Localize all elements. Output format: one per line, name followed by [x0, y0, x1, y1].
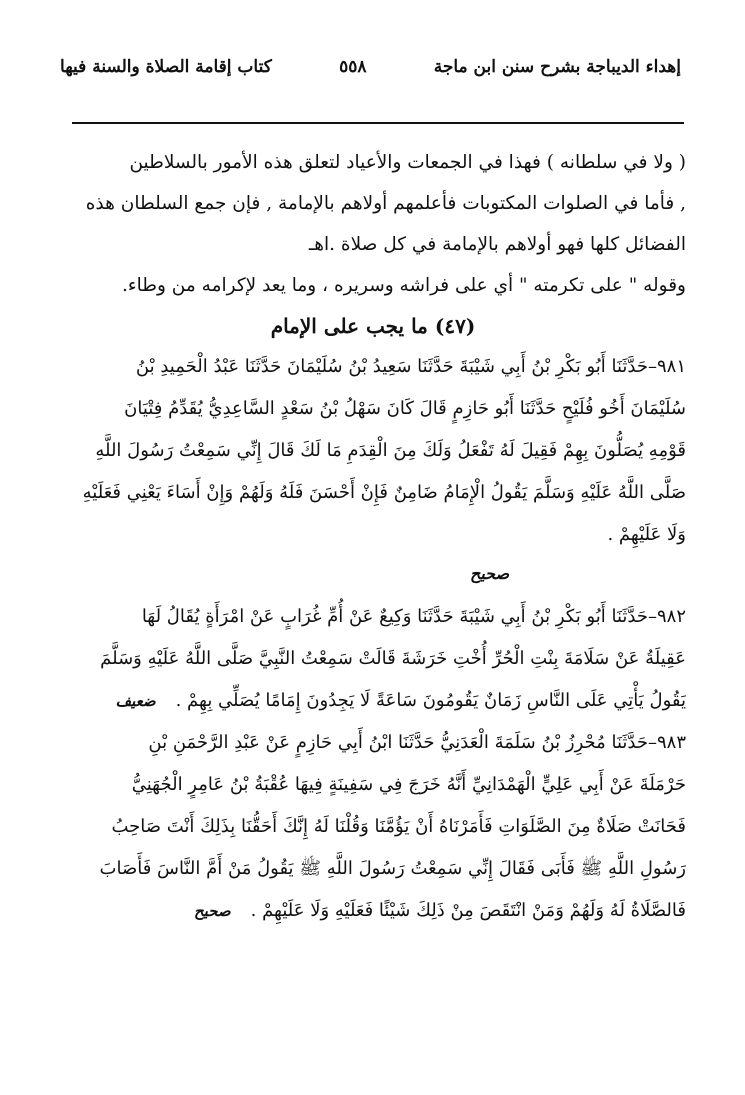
hadith-981-line: صَلَّى اللَّهُ عَلَيْهِ وَسَلَّمَ يَقُولُ الْإِمَامُ ضَامِنٌ فَإِنْ أَحْسَنَ فَلَهُ وَلَهُمْ وَإِنْ أَسَاءَ يَعْنِي فَعَلَيْهِ [82, 482, 686, 503]
hadith-983-line: حَرْمَلَةَ عَنْ أَبِي عَلِيٍّ الْهَمْدَانِيِّ أَنَّهُ خَرَجَ فِي سَفِينَةٍ فِيهَا عُقْبَةُ بْنُ عَامِرٍ الْجُهَنِيُّ [131, 774, 686, 795]
hadith-981-line: ٩٨١–حَدَّثَنَا أَبُو بَكْرِ بْنُ أَبِي شَيْبَةَ حَدَّثَنَا سَعِيدُ بْنُ سُلَيْمَانَ حَدَّثَنَا عَبْدُ الْحَمِيدِ بْنُ [135, 356, 686, 377]
hadith-983-line: فَحَانَتْ صَلَاةٌ مِنَ الصَّلَوَاتِ فَأَمَرْنَاهُ أَنْ يَؤُمَّنَا وَقُلْنَا لَهُ إِنَّكَ أَحَقُّنَا بِذَلِكَ أَنْتَ صَاحِبُ [111, 816, 686, 837]
hadith-982-line: عَقِيلَةُ عَنْ سَلَامَةَ بِنْتِ الْحُرِّ أُخْتِ خَرَشَةَ قَالَتْ سَمِعْتُ النَّبِيَّ صَلَّى اللَّهُ عَلَيْهِ وَسَلَّمَ [100, 648, 686, 669]
chapter-title: كتاب إقامة الصلاة والسنة فيها [60, 57, 272, 77]
page-number: ٥٥٨ [339, 57, 367, 77]
hadith-981-grade-row [60, 556, 686, 596]
hadith-983-line: ٩٨٣–حَدَّثَنَا مُحْرِزُ بْنُ سَلَمَةَ الْعَدَنِيُّ حَدَّثَنَا ابْنُ أَبِي حَازِمٍ عَنْ عَبْدِ الرَّحْمَنِ بْنِ [148, 732, 686, 753]
hadith-981-line: قَوْمِهِ يُصَلُّونَ بِهِمْ فَقِيلَ لَهُ تَفْعَلُ وَلَكَ مِنَ الْقِدَمِ مَا لَكَ قَالَ إِنِّي سَمِعْتُ رَسُولَ اللَّهِ [95, 440, 686, 461]
hadith-983-grade: صحيح [193, 902, 231, 920]
running-header [60, 50, 681, 84]
commentary-line: , فأما في الصلوات المكتوبات فأعلمهم أولاهم بالإمامة , فإن جمع السلطان هذه [85, 193, 686, 214]
book-title: إهداء الديباجة بشرح سنن ابن ماجة [433, 57, 681, 77]
commentary-line: الفضائل كلها فهو أولاهم بالإمامة في كل صلاة .اهـ [308, 234, 686, 255]
header-divider [72, 122, 684, 124]
hadith-982-line: ٩٨٢–حَدَّثَنَا أَبُو بَكْرِ بْنُ أَبِي شَيْبَةَ حَدَّثَنَا وَكِيعٌ عَنْ أُمِّ غُرَابٍ عَنْ امْرَأَةٍ يُقَالُ لَهَا [141, 606, 686, 627]
hadith-983-line: رَسُولِ اللَّهِ ﷺ فَأَبَى فَقَالَ إِنِّي سَمِعْتُ رَسُولَ اللَّهِ ﷺ يَقُولُ مَنْ أَمَّ النَّاسَ فَأَصَابَ [99, 858, 686, 879]
chapter-heading: (٤٧) ما يجب على الإمام [270, 314, 476, 338]
commentary-line: وقوله " على تكرمته " أي على فراشه وسريره ، وما يعد لإكرامه من وطاء. [122, 275, 686, 296]
hadith-982-last-line [60, 680, 686, 722]
hadith-983-last-line [60, 890, 686, 932]
hadith-981-line: وَلَا عَلَيْهِمْ . [607, 524, 686, 545]
hadith-982-line: يَقُولُ يَأْتِي عَلَى النَّاسِ زَمَانٌ يَقُومُونَ سَاعَةً لَا يَجِدُونَ إِمَامًا يُصَلِّي بِهِمْ . [175, 690, 686, 711]
hadith-982-grade: ضعيف [115, 692, 156, 710]
hadith-981-line: سُلَيْمَانَ أَخُو فُلَيْحٍ حَدَّثَنَا أَبُو حَازِمٍ قَالَ كَانَ سَهْلُ بْنُ سَعْدٍ السَّاعِدِيُّ يُقَدِّمُ فِتْيَانَ [124, 398, 686, 419]
page-body [60, 142, 686, 932]
hadith-981-grade: صحيح [470, 564, 510, 583]
commentary-line: ( ولا في سلطانه ) فهذا في الجمعات والأعياد لتعلق هذه الأمور بالسلاطين [129, 152, 686, 173]
hadith-983-line: فَالصَّلَاةُ لَهُ وَلَهُمْ وَمَنْ انْتَقَصَ مِنْ ذَلِكَ شَيْئًا فَعَلَيْهِ وَلَا عَلَيْهِمْ . [250, 900, 686, 921]
